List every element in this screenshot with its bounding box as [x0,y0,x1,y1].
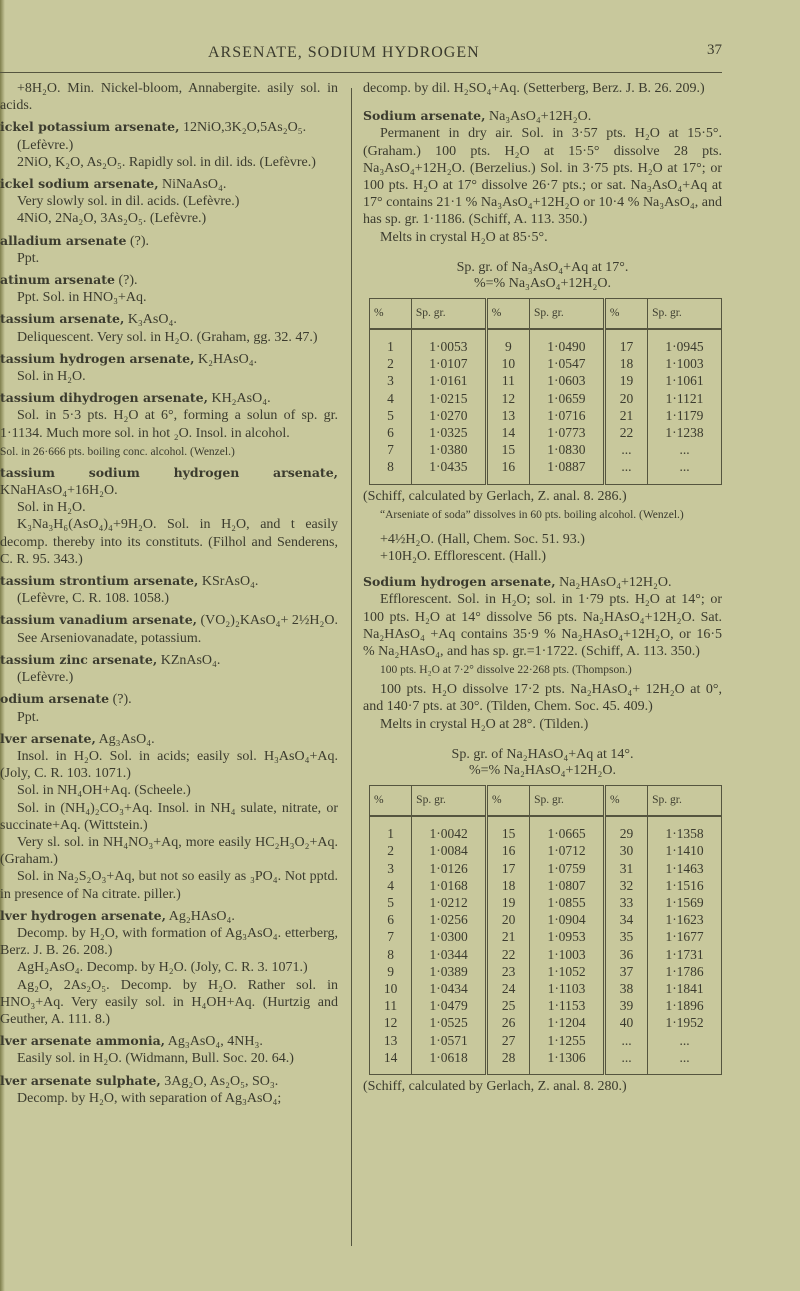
specific-gravity-cell: 1·0325 [411,424,486,441]
entry-heading: Sodium arsenate, [363,108,486,124]
specific-gravity-cell: 1·1238 [648,424,722,441]
column-header: % [604,298,647,329]
percent-cell: 15 [486,441,529,458]
entry [0,232,338,267]
percent-cell: 16 [486,842,529,859]
percent-cell: 9 [370,963,412,980]
percent-cell: 34 [604,911,647,928]
continued-text: decomp. by dil. H₂SO₄+Aq. (Setterberg, Berz. J. B. 26. 209.) [363,81,705,96]
entry-paragraph: 4NiO, 2Na₂O, 3As₂O₅. (Lefèvre.) [17,211,207,227]
column-header: Sp. gr. [412,785,487,816]
percent-cell: 7 [370,928,412,945]
small-note: 100 pts. H₂O at 7·2° dissolve 22·268 pts. (Thompson.) [380,664,632,677]
specific-gravity-cell: 1·0435 [411,458,486,484]
hydrate-line: +4½H₂O. (Hall, Chem. Soc. 51. 93.) [380,531,585,547]
entry [0,175,338,228]
entry [0,464,338,568]
percent-cell: ... [604,441,647,458]
entry-title-line [0,350,338,368]
percent-cell: 11 [486,372,529,389]
specific-gravity-cell: 1·1569 [648,894,722,911]
entry [0,118,338,171]
percent-cell: 14 [486,424,529,441]
entry-paragraph: Ppt. Sol. in HNO₃+Aq. [17,290,147,306]
entry-title-line [0,310,338,328]
table-row [370,390,722,407]
percent-cell: 4 [370,390,412,407]
entry-heading: lver arsenate, [0,730,96,746]
entry-paragraph: Ppt. [17,709,40,725]
entry-heading: lver hydrogen arsenate, [0,907,166,923]
specific-gravity-table-na2hasO4 [369,785,722,1075]
entry-paragraph: See Arseniovanadate, potassium. [17,630,202,646]
specific-gravity-cell: 1·0053 [411,329,486,355]
specific-gravity-cell: 1·1061 [648,372,722,389]
percent-cell: 10 [370,980,412,997]
percent-cell: 17 [604,329,647,355]
table-row [370,1049,722,1075]
percent-cell: 16 [486,458,529,484]
running-title: ARSENATE, SODIUM HYDROGEN [208,44,480,61]
percent-cell: 30 [604,842,647,859]
percent-cell: 22 [604,424,647,441]
specific-gravity-cell: 1·0659 [529,390,604,407]
percent-cell: 39 [604,997,647,1014]
table-row [370,441,722,458]
entry [0,651,338,686]
table-caption [363,260,722,292]
page-header [0,38,722,73]
specific-gravity-cell: 1·0434 [412,980,487,997]
entry-formula: Ag₃AsO₄, 4NH₃. [165,1034,263,1050]
percent-cell: 24 [486,980,529,997]
specific-gravity-cell: 1·1255 [530,1032,605,1049]
entry-paragraph: Permanent in dry air. Sol. in 3·57 pts. H₂O at 15·5°. (Graham.) 100 pts. H₂O at 15·5° dissolve 28 pts. Na₃AsO₄+12H₂O. (Berzelius.) Sol. in 3·75 pts. H₂O at 17°; or 100 pts. H₂O at 17° dissolve 26·7 pts.; or sat. Na₃AsO₄+Aq at 17° contains 21·1 % Na₃AsO₄+12H₂O or 10·4 % Na₃AsO₄, and has sp. gr. 1·1186. (Schiff, A. 113. 350.) [363,126,722,228]
table-row [370,407,722,424]
percent-cell: 20 [604,390,647,407]
table-row [370,928,722,945]
entry-title-line [0,271,338,289]
entry-heading: atinum arsenate [0,272,115,288]
table-row [370,877,722,894]
entry-formula: KSrAsO₄. [198,574,259,590]
specific-gravity-cell: 1·1952 [648,1014,722,1031]
specific-gravity-cell: 1·0945 [648,329,722,355]
caption-line: Sp. gr. of Na₃AsO₄+Aq at 17°. [456,259,629,275]
entry-title-line [0,232,338,250]
entry [0,1072,338,1107]
percent-cell: 6 [370,911,412,928]
column-header: % [370,298,412,329]
entry-formula: Ag₃AsO₄. [95,731,155,747]
specific-gravity-cell: 1·1003 [530,946,605,963]
percent-cell: 10 [486,355,529,372]
entry-formula: K₃AsO₄. [124,312,177,328]
percent-cell: 28 [486,1049,529,1075]
entry-title-line [0,175,338,193]
specific-gravity-cell: 1·0042 [412,816,487,842]
percent-cell: 13 [370,1032,412,1049]
specific-gravity-cell: 1·1463 [648,860,722,877]
percent-cell: 4 [370,877,412,894]
specific-gravity-cell: 1·0830 [529,441,604,458]
column-header: % [370,785,412,816]
small-note: “Arseniate of soda” dissolves in 60 pts. boiling alcohol. (Wenzel.) [380,508,684,521]
percent-cell: 21 [604,407,647,424]
entry [0,572,338,607]
column-header: Sp. gr. [648,298,722,329]
entry-paragraph: Insol. in H₂O. Sol. in acids; easily sol. H₃AsO₄+Aq. (Joly, C. R. 103. 1071.) [0,748,338,782]
percent-cell: 5 [370,407,412,424]
entry-paragraph: Sol. in (NH₄)₂CO₃+Aq. Insol. in NH₄ sulate, nitrate, or succinate+Aq. (Wittstein.) [0,800,338,833]
entry-heading: lver arsenate ammonia, [0,1033,166,1049]
table-row [370,329,722,355]
entry-paragraph: Easily sol. in H₂O. (Widmann, Bull. Soc. 20. 64.) [17,1051,294,1067]
table-row [370,355,722,372]
entry-formula: Na₃AsO₄+12H₂O. [485,109,592,125]
specific-gravity-cell: ... [648,441,722,458]
entry-paragraph: Ag₂O, 2As₂O₅. Decomp. by H₂O. Rather sol. in HNO₃+Aq. Very easily sol. in H₄OH+Aq. (Hurtzig and Geuther, A. 111. 8.) [0,977,338,1027]
hydrate-line: +10H₂O. Efflorescent. (Hall.) [380,549,547,565]
specific-gravity-cell: 1·1786 [648,963,722,980]
table-row [370,911,722,928]
entry-paragraph: +8H₂O. Min. Nickel-bloom, Annabergite. asily sol. in acids. [0,81,338,114]
percent-cell: 11 [370,997,412,1014]
percent-cell: 22 [486,946,529,963]
entry-title-line [0,389,338,407]
entry-title-line [0,464,338,499]
percent-cell: 37 [604,963,647,980]
percent-cell: 6 [370,424,412,441]
specific-gravity-cell: 1·0759 [530,860,605,877]
percent-cell: 21 [486,928,529,945]
entry-formula: 12NiO,3K₂O,5As₂O₅. [179,120,307,136]
table-row [370,816,722,842]
entry-heading: tassium vanadium arsenate, [0,612,198,628]
column-header: Sp. gr. [530,785,605,816]
table-row [370,424,722,441]
specific-gravity-cell: 1·1731 [648,946,722,963]
percent-cell: 27 [486,1032,529,1049]
specific-gravity-cell: 1·0215 [411,390,486,407]
entry-paragraph: Sol. in Na₂S₂O₃+Aq, but not so easily as ₃PO₄. Not pptd. in presence of Na citrate. piller.) [0,869,338,902]
specific-gravity-cell: 1·0904 [530,911,605,928]
percent-cell: 17 [486,860,529,877]
percent-cell: 31 [604,860,647,877]
entry-title-line [0,651,338,669]
percent-cell: 13 [486,407,529,424]
specific-gravity-cell: 1·0887 [529,458,604,484]
entry-paragraph: Decomp. by H₂O, with formation of Ag₃AsO₄. etterberg, Berz. J. B. 26. 208.) [0,925,338,959]
entry-sodium-hydrogen-arsenate [363,573,722,733]
specific-gravity-cell: 1·0712 [530,842,605,859]
entry-paragraph: Deliquescent. Very sol. in H₂O. (Graham, gg. 32. 47.) [17,329,318,345]
entry-paragraph: Very slowly sol. in dil. acids. (Lefèvre.) [17,194,240,210]
specific-gravity-cell: 1·1410 [648,842,722,859]
percent-cell: 1 [370,329,412,355]
entry-title-line [0,907,338,925]
percent-cell: 19 [604,372,647,389]
specific-gravity-cell: 1·0126 [412,860,487,877]
percent-cell: 40 [604,1014,647,1031]
table-row [370,842,722,859]
percent-cell: 35 [604,928,647,945]
table-row [370,894,722,911]
entry-paragraph: Very sl. sol. in NH₄NO₃+Aq, more easily HC₂H₃O₂+Aq. (Graham.) [0,834,338,868]
percent-cell: 1 [370,816,412,842]
table-source: (Schiff, calculated by Gerlach, Z. anal. 8. 280.) [363,1078,627,1094]
entry-formula: (VO₂)₂KAsO₄+ 2½H₂O. [197,613,338,629]
percent-cell: 19 [486,894,529,911]
specific-gravity-cell: 1·0547 [529,355,604,372]
percent-cell: 3 [370,860,412,877]
entry-formula: KH₂AsO₄. [207,391,271,407]
percent-cell: 32 [604,877,647,894]
percent-cell: 18 [604,355,647,372]
entry-paragraph: (Lefèvre.) [17,670,74,686]
entry [0,611,338,646]
specific-gravity-cell: 1·0479 [412,997,487,1014]
table-row [370,1032,722,1049]
specific-gravity-cell: 1·0168 [412,877,487,894]
entry [0,80,338,114]
entry-heading: odium arsenate [0,691,110,707]
entry-title-line [0,730,338,748]
entry-heading: Sodium hydrogen arsenate, [363,574,556,590]
entry-heading: tassium hydrogen arsenate, [0,350,195,366]
specific-gravity-cell: 1·0807 [530,877,605,894]
table-source: (Schiff, calculated by Gerlach, Z. anal. 8. 286.) [363,488,627,504]
specific-gravity-cell: 1·1103 [530,980,605,997]
entry-paragraph: (Lefèvre, C. R. 108. 1058.) [17,591,170,607]
table-row [370,946,722,963]
entry-formula: (?). [114,273,138,289]
entry-paragraph: Efflorescent. Sol. in H₂O; sol. in 1·79 pts. H₂O at 14°; or 100 pts. H₂O at 14° dissolve 56 pts. Na₂HAsO₄+12H₂O. Sat. Na₂HAsO₄ +Aq contains 35·9 % Na₂HAsO₄+12H₂O, or 16·5 % Na₂HAsO₄, and has sp. gr.=1·1722. (Schiff, A. 113. 350.) [363,592,722,660]
table-row [370,1014,722,1031]
entry-paragraph: Sol. in NH₄OH+Aq. (Scheele.) [17,783,191,799]
specific-gravity-cell: ... [648,458,722,484]
entry-formula: (?). [109,692,132,708]
specific-gravity-cell: 1·0571 [412,1032,487,1049]
specific-gravity-cell: 1·0389 [412,963,487,980]
percent-cell: 3 [370,372,412,389]
entry-formula: KNaHAsO₄+16H₂O. [0,483,118,499]
entry-formula: Na₂HAsO₄+12H₂O. [555,575,672,591]
percent-cell: 2 [370,842,412,859]
entry-title-line [0,611,338,629]
percent-cell: ... [604,458,647,484]
specific-gravity-cell: 1·1003 [648,355,722,372]
entry-formula: Ag₂HAsO₄. [166,908,235,924]
specific-gravity-cell: 1·0716 [529,407,604,424]
percent-cell: 20 [486,911,529,928]
percent-cell: 12 [370,1014,412,1031]
percent-cell: 29 [604,816,647,842]
percent-cell: 8 [370,458,412,484]
entry [0,271,338,306]
specific-gravity-cell: 1·1121 [648,390,722,407]
percent-cell: 2 [370,355,412,372]
specific-gravity-cell: 1·0344 [412,946,487,963]
specific-gravity-cell: ... [648,1032,722,1049]
entry-paragraph: K₃Na₃H₆(AsO₄)₄+9H₂O. Sol. in H₂O, and t easily decomp. thereby into its constituts. (Filhol and Senderens, C. R. 95. 343.) [0,517,338,567]
percent-cell: 14 [370,1049,412,1075]
entry-heading: tassium strontium arsenate, [0,573,199,589]
percent-cell: 36 [604,946,647,963]
percent-cell: 26 [486,1014,529,1031]
percent-cell: 25 [486,997,529,1014]
entry-heading: ickel sodium arsenate, [0,176,159,192]
table-row [370,963,722,980]
entry-title-line [0,1072,338,1090]
table-row [370,980,722,997]
percent-cell: 15 [486,816,529,842]
percent-cell: 38 [604,980,647,997]
percent-cell: 5 [370,894,412,911]
entry-paragraph: (Lefèvre.) [17,137,74,153]
percent-cell: 33 [604,894,647,911]
entry-title-line [0,572,338,590]
specific-gravity-cell: 1·1179 [648,407,722,424]
entry-formula: KZnAsO₄. [157,652,221,668]
column-header: % [604,785,647,816]
entry-paragraph: Sol. in H₂O. [17,369,86,385]
specific-gravity-cell: 1·1677 [648,928,722,945]
percent-cell: 8 [370,946,412,963]
entry-title-line [0,690,338,708]
table-row [370,458,722,484]
entry-paragraph: AgH₂AsO₄. Decomp. by H₂O. (Joly, C. R. 3. 1071.) [17,960,308,976]
percent-cell: 7 [370,441,412,458]
specific-gravity-cell: 1·0773 [529,424,604,441]
percent-cell: 12 [486,390,529,407]
percent-cell: 9 [486,329,529,355]
specific-gravity-cell: 1·0380 [411,441,486,458]
entry-heading: tassium arsenate, [0,311,125,327]
table-row [370,372,722,389]
specific-gravity-cell: 1·1896 [648,997,722,1014]
entry-heading: tassium sodium hydrogen arsenate, [0,464,338,480]
percent-cell: 18 [486,877,529,894]
column-header: Sp. gr. [648,785,722,816]
small-note: Sol. in 26·666 pts. boiling conc. alcohol. (Wenzel.) [0,445,235,458]
entry-formula: 3Ag₂O, As₂O₅, SO₃. [160,1073,279,1089]
entry [0,1032,338,1067]
specific-gravity-cell: 1·0270 [411,407,486,424]
column-header: Sp. gr. [529,298,604,329]
entry-paragraph: 100 pts. H₂O dissolve 17·2 pts. Na₂HAsO₄+ 12H₂O at 0°, and 140·7 pts. at 30°. (Tilden, Chem. Soc. 45. 409.) [363,682,722,715]
entry-heading: lver arsenate sulphate, [0,1072,161,1088]
right-column [363,80,722,1095]
table-row [370,860,722,877]
specific-gravity-cell: 1·0665 [530,816,605,842]
specific-gravity-cell: 1·1052 [530,963,605,980]
entry-title-line [0,1032,338,1050]
specific-gravity-cell: 1·1204 [530,1014,605,1031]
caption-line: Sp. gr. of Na₂HAsO₄+Aq at 14°. [451,746,634,762]
specific-gravity-cell: 1·0300 [412,928,487,945]
entry [0,907,338,1028]
entry [0,389,338,460]
entry-paragraph: 2NiO, K₂O, As₂O₅. Rapidly sol. in dil. ids. (Lefèvre.) [17,154,316,170]
specific-gravity-cell: 1·1516 [648,877,722,894]
specific-gravity-table-na3aso4 [369,298,722,485]
entry-heading: ickel potassium arsenate, [0,119,180,135]
specific-gravity-cell: 1·0953 [530,928,605,945]
column-divider [351,88,352,1246]
entry-formula: (?). [126,233,149,249]
specific-gravity-cell: 1·1623 [648,911,722,928]
specific-gravity-cell: 1·0855 [530,894,605,911]
specific-gravity-cell: 1·0161 [411,372,486,389]
specific-gravity-cell: ... [648,1049,722,1075]
entry-paragraph: Sol. in 5·3 pts. H₂O at 6°, forming a solun of sp. gr. 1·1134. Much more sol. in hot ₂O. Insol. in alcohol. [0,408,338,441]
specific-gravity-cell: 1·0603 [529,372,604,389]
specific-gravity-cell: 1·0084 [412,842,487,859]
table-caption [363,747,722,779]
entry-heading: tassium dihydrogen arsenate, [0,390,208,406]
specific-gravity-cell: 1·0212 [412,894,487,911]
entry [0,690,338,725]
specific-gravity-cell: 1·1153 [530,997,605,1014]
entry-heading: alladium arsenate [0,232,127,248]
entry-paragraph: Melts in crystal H₂O at 28°. (Tilden.) [380,716,589,732]
left-column [0,80,338,1111]
entry-paragraph: Ppt. [17,250,40,266]
page-number: 37 [707,42,722,58]
specific-gravity-cell: 1·0107 [411,355,486,372]
entry [0,730,338,903]
percent-cell: ... [604,1032,647,1049]
specific-gravity-cell: 1·0525 [412,1014,487,1031]
specific-gravity-cell: 1·0618 [412,1049,487,1075]
specific-gravity-cell: 1·1841 [648,980,722,997]
column-header: Sp. gr. [411,298,486,329]
caption-line: %=% Na₃AsO₄+12H₂O. [474,275,611,291]
caption-line: %=% Na₂HAsO₄+12H₂O. [468,762,617,778]
percent-cell: ... [604,1049,647,1075]
specific-gravity-cell: 1·1358 [648,816,722,842]
specific-gravity-cell: 1·1306 [530,1049,605,1075]
specific-gravity-cell: 1·0256 [412,911,487,928]
entry [0,310,338,345]
entry-title-line [0,118,338,136]
column-header: % [486,785,529,816]
entry-sodium-arsenate [363,107,722,246]
entry-formula: NiNaAsO₄. [158,177,227,193]
entry-heading: tassium zinc arsenate, [0,651,158,667]
entry [0,350,338,385]
entry-paragraph: Sol. in H₂O. [17,500,86,516]
column-header: % [486,298,529,329]
specific-gravity-cell: 1·0490 [529,329,604,355]
table-row [370,997,722,1014]
entry-paragraph: Melts in crystal H₂O at 85·5°. [380,229,548,245]
entry-formula: K₂HAsO₄. [194,351,258,367]
entry-paragraph: Decomp. by H₂O, with separation of Ag₃AsO₄; [17,1090,282,1106]
percent-cell: 23 [486,963,529,980]
